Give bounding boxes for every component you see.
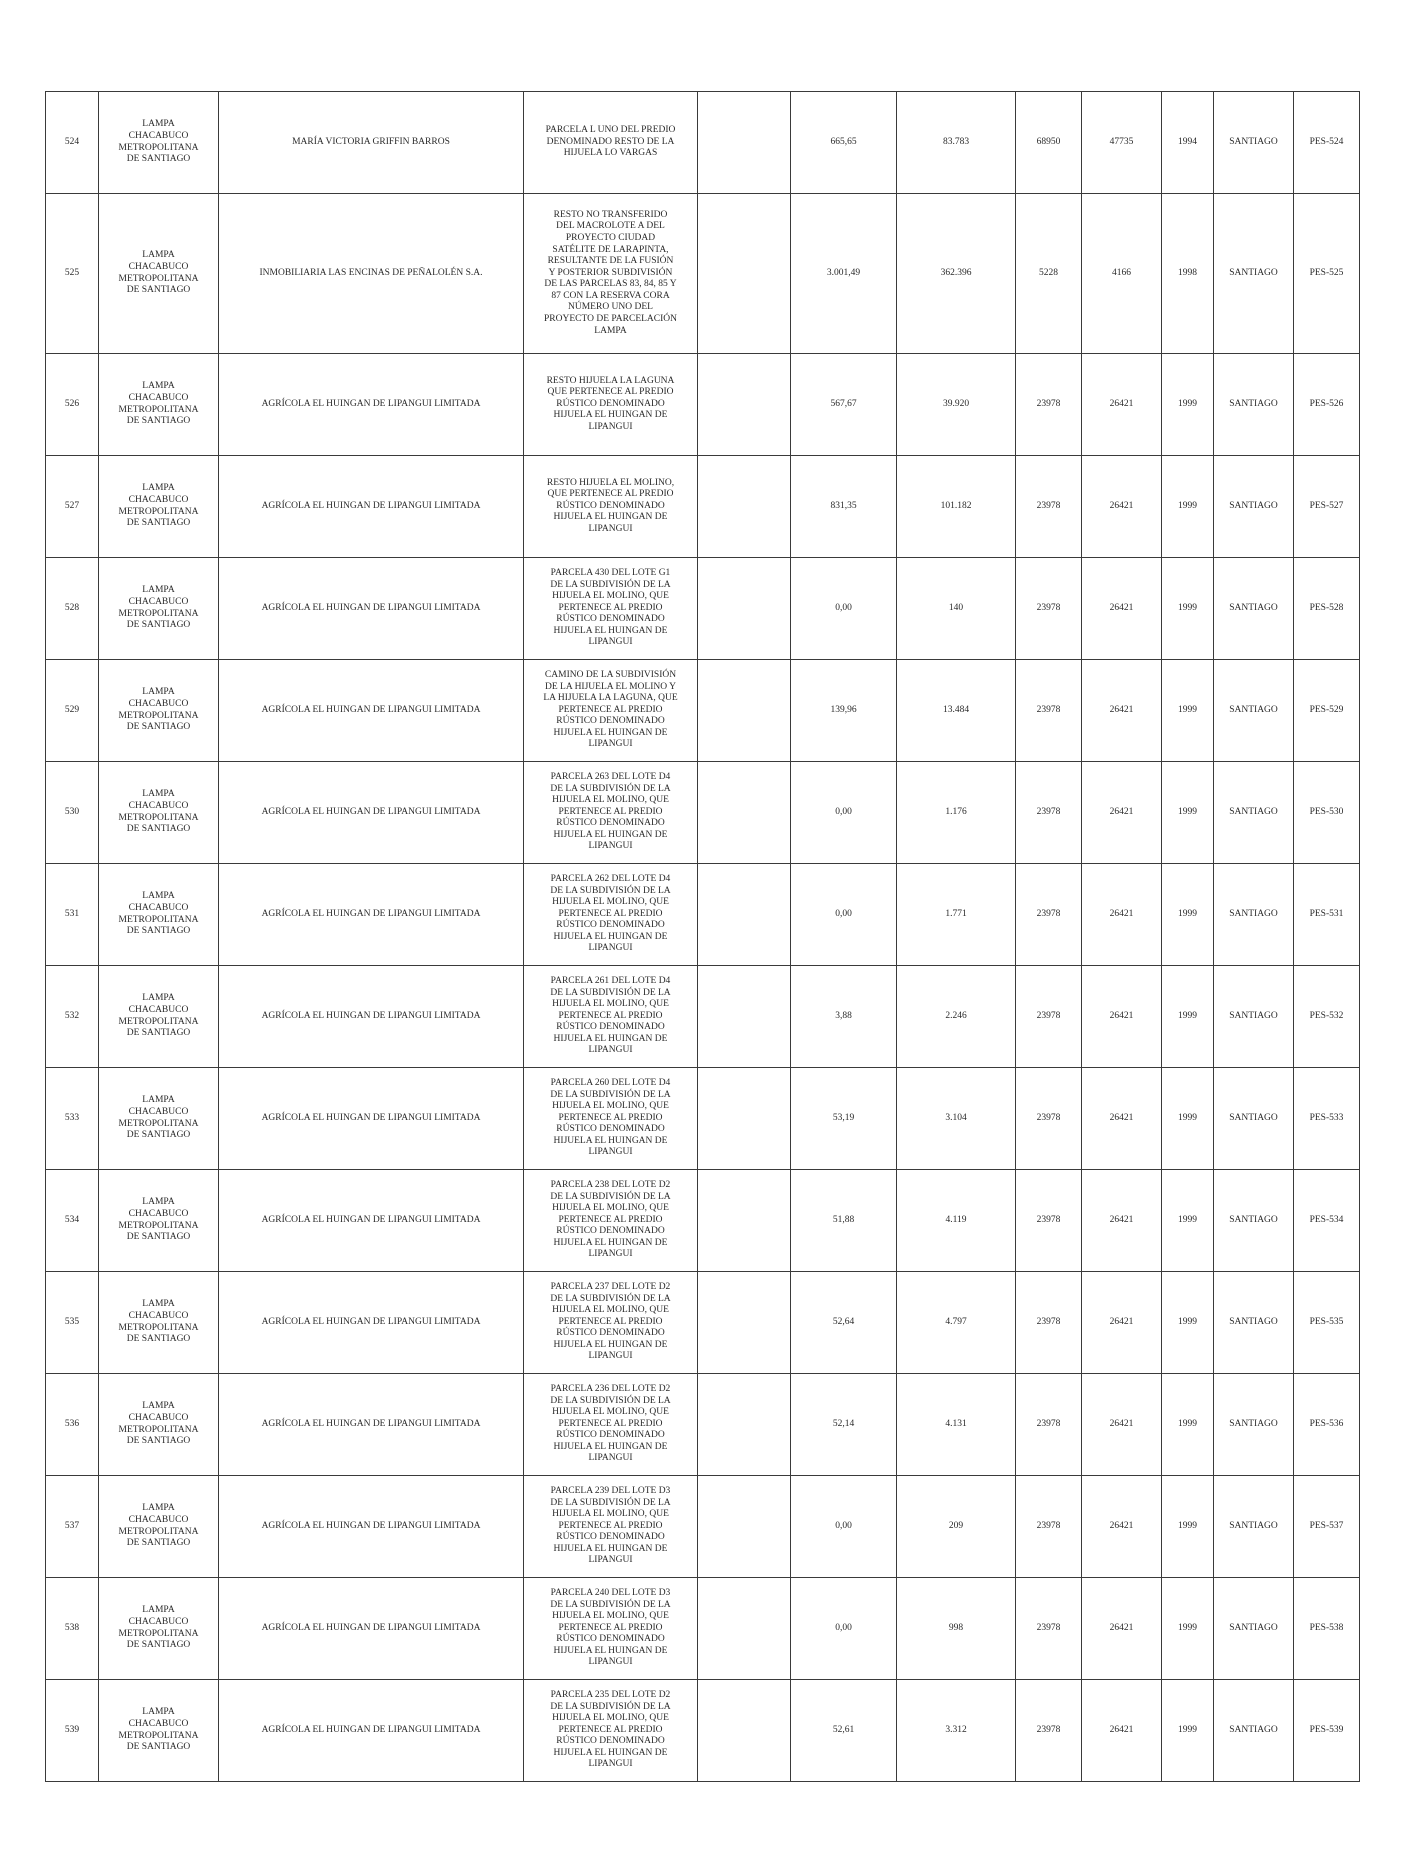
comuna-region-cell: LAMPA CHACABUCO METROPOLITANA DE SANTIAGO bbox=[99, 1374, 219, 1476]
comuna-region-cell: LAMPA CHACABUCO METROPOLITANA DE SANTIAGO bbox=[99, 1476, 219, 1578]
fojas-cell: 23978 bbox=[1016, 864, 1082, 966]
registrar-cell: SANTIAGO bbox=[1214, 1578, 1294, 1680]
registry-number-cell: 4166 bbox=[1082, 194, 1162, 354]
table-row bbox=[46, 864, 1360, 966]
registrar-cell: SANTIAGO bbox=[1214, 354, 1294, 456]
row-number-cell: 529 bbox=[46, 660, 99, 762]
area-secondary-value-cell: 2.246 bbox=[897, 966, 1016, 1068]
code-cell: PES-532 bbox=[1294, 966, 1360, 1068]
comuna-region-cell: LAMPA CHACABUCO METROPOLITANA DE SANTIAGO bbox=[99, 762, 219, 864]
registry-number-cell: 26421 bbox=[1082, 1068, 1162, 1170]
registrar-cell: SANTIAGO bbox=[1214, 1476, 1294, 1578]
property-description-cell: PARCELA 237 DEL LOTE D2 DE LA SUBDIVISIÓN DE LA HIJUELA EL MOLINO, QUE PERTENECE AL PREDIO RÚSTICO DENOMINADO HIJUELA EL HUINGAN DE LIPANGUI bbox=[524, 1272, 698, 1374]
code-cell: PES-529 bbox=[1294, 660, 1360, 762]
area-value-cell: 139,96 bbox=[791, 660, 897, 762]
table-row bbox=[46, 1170, 1360, 1272]
property-description-cell: RESTO NO TRANSFERIDO DEL MACROLOTE A DEL PROYECTO CIUDAD SATÉLITE DE LARAPINTA, RESULTANTE DE LA FUSIÓN Y POSTERIOR SUBDIVISIÓN DE LAS PARCELAS 83, 84, 85 Y 87 CON LA RESERVA CORA NÚMERO UNO DEL PROYECTO DE PARCELACIÓN LAMPA bbox=[524, 194, 698, 354]
registry-number-cell: 26421 bbox=[1082, 966, 1162, 1068]
table-row bbox=[46, 1578, 1360, 1680]
fojas-cell: 23978 bbox=[1016, 762, 1082, 864]
registry-number-cell: 26421 bbox=[1082, 864, 1162, 966]
registrar-cell: SANTIAGO bbox=[1214, 1170, 1294, 1272]
table-row bbox=[46, 1374, 1360, 1476]
registry-number-cell: 26421 bbox=[1082, 1476, 1162, 1578]
registry-number-cell: 26421 bbox=[1082, 1680, 1162, 1782]
empty-cell bbox=[698, 1068, 791, 1170]
fojas-cell: 68950 bbox=[1016, 92, 1082, 194]
empty-cell bbox=[698, 1170, 791, 1272]
owner-name-cell: AGRÍCOLA EL HUINGAN DE LIPANGUI LIMITADA bbox=[219, 1374, 524, 1476]
fojas-cell: 23978 bbox=[1016, 1068, 1082, 1170]
code-cell: PES-524 bbox=[1294, 92, 1360, 194]
owner-name-cell: AGRÍCOLA EL HUINGAN DE LIPANGUI LIMITADA bbox=[219, 1476, 524, 1578]
owner-name-cell: AGRÍCOLA EL HUINGAN DE LIPANGUI LIMITADA bbox=[219, 1272, 524, 1374]
empty-cell bbox=[698, 1374, 791, 1476]
registry-year-cell: 1999 bbox=[1162, 1374, 1214, 1476]
row-number-cell: 536 bbox=[46, 1374, 99, 1476]
empty-cell bbox=[698, 354, 791, 456]
property-description-cell: PARCELA 240 DEL LOTE D3 DE LA SUBDIVISIÓN DE LA HIJUELA EL MOLINO, QUE PERTENECE AL PREDIO RÚSTICO DENOMINADO HIJUELA EL HUINGAN DE LIPANGUI bbox=[524, 1578, 698, 1680]
registry-year-cell: 1999 bbox=[1162, 1272, 1214, 1374]
property-description-cell: RESTO HIJUELA EL MOLINO, QUE PERTENECE AL PREDIO RÚSTICO DENOMINADO HIJUELA EL HUINGAN DE LIPANGUI bbox=[524, 456, 698, 558]
owner-name-cell: AGRÍCOLA EL HUINGAN DE LIPANGUI LIMITADA bbox=[219, 1068, 524, 1170]
owner-name-cell: AGRÍCOLA EL HUINGAN DE LIPANGUI LIMITADA bbox=[219, 1170, 524, 1272]
area-secondary-value-cell: 83.783 bbox=[897, 92, 1016, 194]
owner-name-cell: AGRÍCOLA EL HUINGAN DE LIPANGUI LIMITADA bbox=[219, 1578, 524, 1680]
registry-year-cell: 1999 bbox=[1162, 1170, 1214, 1272]
row-number-cell: 526 bbox=[46, 354, 99, 456]
fojas-cell: 23978 bbox=[1016, 1680, 1082, 1782]
empty-cell bbox=[698, 660, 791, 762]
property-description-cell: PARCELA 239 DEL LOTE D3 DE LA SUBDIVISIÓN DE LA HIJUELA EL MOLINO, QUE PERTENECE AL PREDIO RÚSTICO DENOMINADO HIJUELA EL HUINGAN DE LIPANGUI bbox=[524, 1476, 698, 1578]
row-number-cell: 533 bbox=[46, 1068, 99, 1170]
area-value-cell: 53,19 bbox=[791, 1068, 897, 1170]
property-description-cell: PARCELA 430 DEL LOTE G1 DE LA SUBDIVISIÓN DE LA HIJUELA EL MOLINO, QUE PERTENECE AL PREDIO RÚSTICO DENOMINADO HIJUELA EL HUINGAN DE LIPANGUI bbox=[524, 558, 698, 660]
owner-name-cell: INMOBILIARIA LAS ENCINAS DE PEÑALOLÉN S.A. bbox=[219, 194, 524, 354]
empty-cell bbox=[698, 1578, 791, 1680]
area-value-cell: 3.001,49 bbox=[791, 194, 897, 354]
owner-name-cell: AGRÍCOLA EL HUINGAN DE LIPANGUI LIMITADA bbox=[219, 456, 524, 558]
area-secondary-value-cell: 998 bbox=[897, 1578, 1016, 1680]
code-cell: PES-528 bbox=[1294, 558, 1360, 660]
comuna-region-cell: LAMPA CHACABUCO METROPOLITANA DE SANTIAGO bbox=[99, 966, 219, 1068]
row-number-cell: 530 bbox=[46, 762, 99, 864]
area-secondary-value-cell: 3.104 bbox=[897, 1068, 1016, 1170]
owner-name-cell: AGRÍCOLA EL HUINGAN DE LIPANGUI LIMITADA bbox=[219, 864, 524, 966]
area-value-cell: 51,88 bbox=[791, 1170, 897, 1272]
registry-year-cell: 1994 bbox=[1162, 92, 1214, 194]
area-value-cell: 665,65 bbox=[791, 92, 897, 194]
area-secondary-value-cell: 362.396 bbox=[897, 194, 1016, 354]
comuna-region-cell: LAMPA CHACABUCO METROPOLITANA DE SANTIAGO bbox=[99, 354, 219, 456]
area-secondary-value-cell: 4.797 bbox=[897, 1272, 1016, 1374]
empty-cell bbox=[698, 1680, 791, 1782]
code-cell: PES-531 bbox=[1294, 864, 1360, 966]
registrar-cell: SANTIAGO bbox=[1214, 558, 1294, 660]
fojas-cell: 23978 bbox=[1016, 558, 1082, 660]
row-number-cell: 538 bbox=[46, 1578, 99, 1680]
code-cell: PES-534 bbox=[1294, 1170, 1360, 1272]
code-cell: PES-536 bbox=[1294, 1374, 1360, 1476]
registry-number-cell: 26421 bbox=[1082, 1170, 1162, 1272]
table-row bbox=[46, 1680, 1360, 1782]
owner-name-cell: AGRÍCOLA EL HUINGAN DE LIPANGUI LIMITADA bbox=[219, 762, 524, 864]
registry-year-cell: 1999 bbox=[1162, 558, 1214, 660]
area-value-cell: 0,00 bbox=[791, 1578, 897, 1680]
comuna-region-cell: LAMPA CHACABUCO METROPOLITANA DE SANTIAGO bbox=[99, 194, 219, 354]
area-secondary-value-cell: 140 bbox=[897, 558, 1016, 660]
row-number-cell: 535 bbox=[46, 1272, 99, 1374]
row-number-cell: 539 bbox=[46, 1680, 99, 1782]
registrar-cell: SANTIAGO bbox=[1214, 92, 1294, 194]
table-row bbox=[46, 762, 1360, 864]
registry-year-cell: 1999 bbox=[1162, 354, 1214, 456]
row-number-cell: 531 bbox=[46, 864, 99, 966]
table-row bbox=[46, 558, 1360, 660]
fojas-cell: 23978 bbox=[1016, 1476, 1082, 1578]
registry-year-cell: 1999 bbox=[1162, 762, 1214, 864]
registry-number-cell: 26421 bbox=[1082, 1578, 1162, 1680]
property-description-cell: PARCELA 262 DEL LOTE D4 DE LA SUBDIVISIÓN DE LA HIJUELA EL MOLINO, QUE PERTENECE AL PREDIO RÚSTICO DENOMINADO HIJUELA EL HUINGAN DE LIPANGUI bbox=[524, 864, 698, 966]
registry-number-cell: 26421 bbox=[1082, 660, 1162, 762]
property-description-cell: PARCELA L UNO DEL PREDIO DENOMINADO RESTO DE LA HIJUELA LO VARGAS bbox=[524, 92, 698, 194]
owner-name-cell: MARÍA VICTORIA GRIFFIN BARROS bbox=[219, 92, 524, 194]
comuna-region-cell: LAMPA CHACABUCO METROPOLITANA DE SANTIAGO bbox=[99, 92, 219, 194]
registry-number-cell: 47735 bbox=[1082, 92, 1162, 194]
comuna-region-cell: LAMPA CHACABUCO METROPOLITANA DE SANTIAGO bbox=[99, 1272, 219, 1374]
area-secondary-value-cell: 4.119 bbox=[897, 1170, 1016, 1272]
row-number-cell: 537 bbox=[46, 1476, 99, 1578]
code-cell: PES-530 bbox=[1294, 762, 1360, 864]
empty-cell bbox=[698, 456, 791, 558]
area-value-cell: 831,35 bbox=[791, 456, 897, 558]
area-secondary-value-cell: 4.131 bbox=[897, 1374, 1016, 1476]
comuna-region-cell: LAMPA CHACABUCO METROPOLITANA DE SANTIAGO bbox=[99, 1578, 219, 1680]
code-cell: PES-535 bbox=[1294, 1272, 1360, 1374]
row-number-cell: 534 bbox=[46, 1170, 99, 1272]
registry-year-cell: 1999 bbox=[1162, 1680, 1214, 1782]
empty-cell bbox=[698, 864, 791, 966]
owner-name-cell: AGRÍCOLA EL HUINGAN DE LIPANGUI LIMITADA bbox=[219, 660, 524, 762]
fojas-cell: 23978 bbox=[1016, 1374, 1082, 1476]
registry-number-cell: 26421 bbox=[1082, 1374, 1162, 1476]
property-registry-table bbox=[45, 91, 1360, 1782]
area-secondary-value-cell: 39.920 bbox=[897, 354, 1016, 456]
fojas-cell: 5228 bbox=[1016, 194, 1082, 354]
property-description-cell: PARCELA 263 DEL LOTE D4 DE LA SUBDIVISIÓN DE LA HIJUELA EL MOLINO, QUE PERTENECE AL PREDIO RÚSTICO DENOMINADO HIJUELA EL HUINGAN DE LIPANGUI bbox=[524, 762, 698, 864]
area-value-cell: 52,61 bbox=[791, 1680, 897, 1782]
code-cell: PES-527 bbox=[1294, 456, 1360, 558]
comuna-region-cell: LAMPA CHACABUCO METROPOLITANA DE SANTIAGO bbox=[99, 558, 219, 660]
area-secondary-value-cell: 3.312 bbox=[897, 1680, 1016, 1782]
registrar-cell: SANTIAGO bbox=[1214, 966, 1294, 1068]
owner-name-cell: AGRÍCOLA EL HUINGAN DE LIPANGUI LIMITADA bbox=[219, 1680, 524, 1782]
code-cell: PES-539 bbox=[1294, 1680, 1360, 1782]
area-secondary-value-cell: 209 bbox=[897, 1476, 1016, 1578]
registry-year-cell: 1999 bbox=[1162, 1068, 1214, 1170]
area-value-cell: 52,64 bbox=[791, 1272, 897, 1374]
owner-name-cell: AGRÍCOLA EL HUINGAN DE LIPANGUI LIMITADA bbox=[219, 558, 524, 660]
fojas-cell: 23978 bbox=[1016, 1272, 1082, 1374]
registry-number-cell: 26421 bbox=[1082, 1272, 1162, 1374]
area-secondary-value-cell: 101.182 bbox=[897, 456, 1016, 558]
registrar-cell: SANTIAGO bbox=[1214, 194, 1294, 354]
code-cell: PES-525 bbox=[1294, 194, 1360, 354]
owner-name-cell: AGRÍCOLA EL HUINGAN DE LIPANGUI LIMITADA bbox=[219, 966, 524, 1068]
registry-year-cell: 1999 bbox=[1162, 966, 1214, 1068]
empty-cell bbox=[698, 1272, 791, 1374]
comuna-region-cell: LAMPA CHACABUCO METROPOLITANA DE SANTIAGO bbox=[99, 1068, 219, 1170]
property-description-cell: PARCELA 235 DEL LOTE D2 DE LA SUBDIVISIÓN DE LA HIJUELA EL MOLINO, QUE PERTENECE AL PREDIO RÚSTICO DENOMINADO HIJUELA EL HUINGAN DE LIPANGUI bbox=[524, 1680, 698, 1782]
code-cell: PES-526 bbox=[1294, 354, 1360, 456]
fojas-cell: 23978 bbox=[1016, 354, 1082, 456]
fojas-cell: 23978 bbox=[1016, 1578, 1082, 1680]
comuna-region-cell: LAMPA CHACABUCO METROPOLITANA DE SANTIAGO bbox=[99, 864, 219, 966]
comuna-region-cell: LAMPA CHACABUCO METROPOLITANA DE SANTIAGO bbox=[99, 660, 219, 762]
empty-cell bbox=[698, 966, 791, 1068]
area-secondary-value-cell: 13.484 bbox=[897, 660, 1016, 762]
registrar-cell: SANTIAGO bbox=[1214, 762, 1294, 864]
registry-year-cell: 1999 bbox=[1162, 1476, 1214, 1578]
comuna-region-cell: LAMPA CHACABUCO METROPOLITANA DE SANTIAGO bbox=[99, 1680, 219, 1782]
owner-name-cell: AGRÍCOLA EL HUINGAN DE LIPANGUI LIMITADA bbox=[219, 354, 524, 456]
code-cell: PES-538 bbox=[1294, 1578, 1360, 1680]
empty-cell bbox=[698, 558, 791, 660]
fojas-cell: 23978 bbox=[1016, 1170, 1082, 1272]
table-row bbox=[46, 1272, 1360, 1374]
area-value-cell: 0,00 bbox=[791, 558, 897, 660]
table-row bbox=[46, 660, 1360, 762]
area-value-cell: 0,00 bbox=[791, 864, 897, 966]
comuna-region-cell: LAMPA CHACABUCO METROPOLITANA DE SANTIAGO bbox=[99, 456, 219, 558]
registrar-cell: SANTIAGO bbox=[1214, 660, 1294, 762]
table-row bbox=[46, 1476, 1360, 1578]
area-value-cell: 0,00 bbox=[791, 762, 897, 864]
table-row bbox=[46, 354, 1360, 456]
code-cell: PES-537 bbox=[1294, 1476, 1360, 1578]
registrar-cell: SANTIAGO bbox=[1214, 1272, 1294, 1374]
property-description-cell: RESTO HIJUELA LA LAGUNA QUE PERTENECE AL PREDIO RÚSTICO DENOMINADO HIJUELA EL HUINGAN DE LIPANGUI bbox=[524, 354, 698, 456]
area-value-cell: 52,14 bbox=[791, 1374, 897, 1476]
registry-number-cell: 26421 bbox=[1082, 558, 1162, 660]
registrar-cell: SANTIAGO bbox=[1214, 1374, 1294, 1476]
row-number-cell: 532 bbox=[46, 966, 99, 1068]
table-row bbox=[46, 456, 1360, 558]
area-value-cell: 0,00 bbox=[791, 1476, 897, 1578]
registrar-cell: SANTIAGO bbox=[1214, 1680, 1294, 1782]
row-number-cell: 524 bbox=[46, 92, 99, 194]
property-description-cell: CAMINO DE LA SUBDIVISIÓN DE LA HIJUELA EL MOLINO Y LA HIJUELA LA LAGUNA, QUE PERTENECE AL PREDIO RÚSTICO DENOMINADO HIJUELA EL HUINGAN DE LIPANGUI bbox=[524, 660, 698, 762]
registrar-cell: SANTIAGO bbox=[1214, 1068, 1294, 1170]
property-description-cell: PARCELA 238 DEL LOTE D2 DE LA SUBDIVISIÓN DE LA HIJUELA EL MOLINO, QUE PERTENECE AL PREDIO RÚSTICO DENOMINADO HIJUELA EL HUINGAN DE LIPANGUI bbox=[524, 1170, 698, 1272]
area-secondary-value-cell: 1.771 bbox=[897, 864, 1016, 966]
fojas-cell: 23978 bbox=[1016, 660, 1082, 762]
empty-cell bbox=[698, 762, 791, 864]
table-body bbox=[46, 92, 1360, 1782]
empty-cell bbox=[698, 1476, 791, 1578]
row-number-cell: 527 bbox=[46, 456, 99, 558]
code-cell: PES-533 bbox=[1294, 1068, 1360, 1170]
area-secondary-value-cell: 1.176 bbox=[897, 762, 1016, 864]
registrar-cell: SANTIAGO bbox=[1214, 864, 1294, 966]
property-description-cell: PARCELA 236 DEL LOTE D2 DE LA SUBDIVISIÓN DE LA HIJUELA EL MOLINO, QUE PERTENECE AL PREDIO RÚSTICO DENOMINADO HIJUELA EL HUINGAN DE LIPANGUI bbox=[524, 1374, 698, 1476]
registry-year-cell: 1999 bbox=[1162, 660, 1214, 762]
registrar-cell: SANTIAGO bbox=[1214, 456, 1294, 558]
area-value-cell: 567,67 bbox=[791, 354, 897, 456]
table-row bbox=[46, 92, 1360, 194]
fojas-cell: 23978 bbox=[1016, 456, 1082, 558]
empty-cell bbox=[698, 92, 791, 194]
registry-number-cell: 26421 bbox=[1082, 354, 1162, 456]
comuna-region-cell: LAMPA CHACABUCO METROPOLITANA DE SANTIAGO bbox=[99, 1170, 219, 1272]
row-number-cell: 525 bbox=[46, 194, 99, 354]
property-description-cell: PARCELA 261 DEL LOTE D4 DE LA SUBDIVISIÓN DE LA HIJUELA EL MOLINO, QUE PERTENECE AL PREDIO RÚSTICO DENOMINADO HIJUELA EL HUINGAN DE LIPANGUI bbox=[524, 966, 698, 1068]
fojas-cell: 23978 bbox=[1016, 966, 1082, 1068]
empty-cell bbox=[698, 194, 791, 354]
area-value-cell: 3,88 bbox=[791, 966, 897, 1068]
registry-year-cell: 1998 bbox=[1162, 194, 1214, 354]
registry-year-cell: 1999 bbox=[1162, 1578, 1214, 1680]
registry-number-cell: 26421 bbox=[1082, 762, 1162, 864]
registry-year-cell: 1999 bbox=[1162, 456, 1214, 558]
table-row bbox=[46, 1068, 1360, 1170]
property-description-cell: PARCELA 260 DEL LOTE D4 DE LA SUBDIVISIÓN DE LA HIJUELA EL MOLINO, QUE PERTENECE AL PREDIO RÚSTICO DENOMINADO HIJUELA EL HUINGAN DE LIPANGUI bbox=[524, 1068, 698, 1170]
registry-number-cell: 26421 bbox=[1082, 456, 1162, 558]
table-row bbox=[46, 194, 1360, 354]
row-number-cell: 528 bbox=[46, 558, 99, 660]
table-row bbox=[46, 966, 1360, 1068]
registry-year-cell: 1999 bbox=[1162, 864, 1214, 966]
